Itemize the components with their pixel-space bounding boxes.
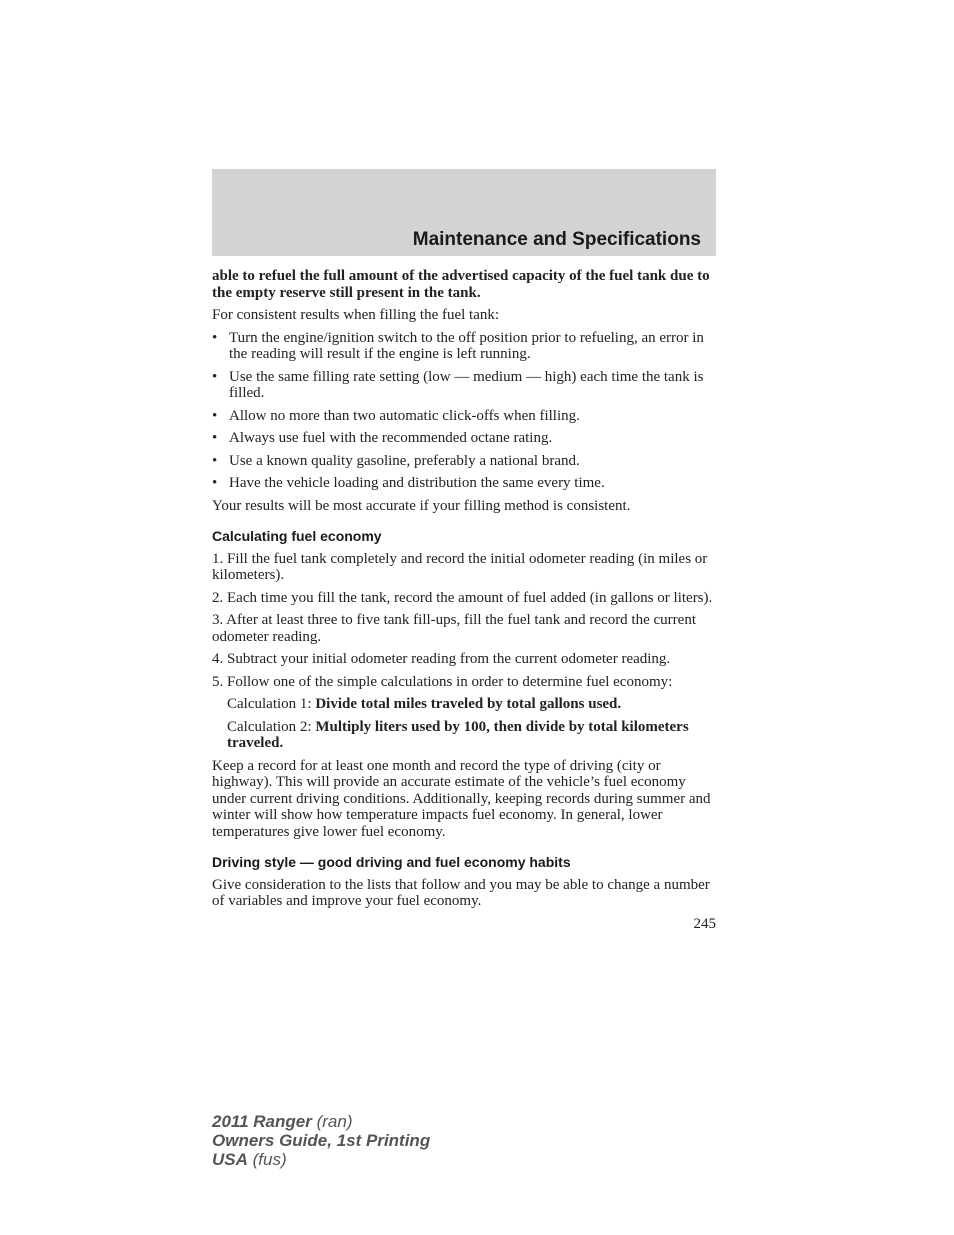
list-item: • Always use fuel with the recommended octane rating. xyxy=(212,430,553,446)
bullet-icon: • xyxy=(212,407,218,424)
header-band xyxy=(212,169,716,256)
footer-line-1: 2011 Ranger (ran) xyxy=(212,1112,353,1131)
consistent-results-intro: For consistent results when filling the fuel tank: xyxy=(212,307,500,323)
refuel-tips-list xyxy=(212,330,716,492)
bullet-icon: • xyxy=(212,452,218,469)
page-content xyxy=(212,268,716,932)
list-item: • Have the vehicle loading and distribution the same every time. xyxy=(212,475,605,491)
driving-style-paragraph: Give consideration to the lists that follow and you may be able to change a number of variables and improve your fuel economy. xyxy=(212,876,710,909)
calculation-1 xyxy=(212,696,716,713)
list-item: • Use the same filling rate setting (low — medium — high) each time the tank is filled. xyxy=(212,368,704,401)
calculation-2 xyxy=(212,719,716,752)
footer-line-2: Owners Guide, 1st Printing xyxy=(212,1131,431,1150)
step-1: 1. Fill the fuel tank completely and record the initial odometer reading (in miles or kilometers). xyxy=(212,550,708,583)
heading-calculating-fuel-economy: Calculating fuel economy xyxy=(212,528,382,544)
section-title: Maintenance and Specifications xyxy=(412,229,701,250)
calc1-label: Calculation 1: xyxy=(227,696,312,712)
bullet-icon: • xyxy=(212,430,218,446)
step-4: 4. Subtract your initial odometer reading from the current odometer reading. xyxy=(212,651,671,667)
heading-driving-style: Driving style — good driving and fuel economy habits xyxy=(212,854,571,870)
calc1-text: Divide total miles traveled by total gallons used. xyxy=(315,696,622,712)
calc2-label: Calculation 2: xyxy=(227,718,312,735)
intro-bold-paragraph: able to refuel the full amount of the advertised capacity of the fuel tank due to the empty reserve still present in the tank. xyxy=(212,268,710,301)
record-paragraph: Keep a record for at least one month and record the type of driving (city or highway). This will provide an accurate estimate of the vehicle’s fuel economy under current driving conditions. Additionally, keeping records during summer and winter will show how temperature impacts fuel economy. In general, lower temperatures give lower fuel economy. xyxy=(212,757,711,840)
step-5: 5. Follow one of the simple calculations in order to determine fuel economy: xyxy=(212,673,673,690)
footer-line-3: USA (fus) xyxy=(212,1150,287,1169)
list-item: • Allow no more than two automatic click-offs when filling. xyxy=(212,407,580,424)
footer-imprint xyxy=(212,1112,430,1169)
step-3: 3. After at least three to five tank fill-ups, fill the fuel tank and record the current odometer reading. xyxy=(212,612,696,645)
results-paragraph: Your results will be most accurate if your filling method is consistent. xyxy=(212,497,631,514)
step-2: 2. Each time you fill the tank, record the amount of fuel added (in gallons or liters). xyxy=(212,589,713,606)
bullet-icon: • xyxy=(212,475,218,491)
calc2-text: Multiply liters used by 100, then divide by total kilometers traveled. xyxy=(227,718,689,751)
list-item: • Use a known quality gasoline, preferably a national brand. xyxy=(212,452,580,469)
bullet-icon: • xyxy=(212,329,218,346)
bullet-icon: • xyxy=(212,368,218,385)
page-number: 245 xyxy=(693,915,716,932)
list-item: • Turn the engine/ignition switch to the off position prior to refueling, an error in the reading will result if the engine is left running. xyxy=(212,329,704,362)
